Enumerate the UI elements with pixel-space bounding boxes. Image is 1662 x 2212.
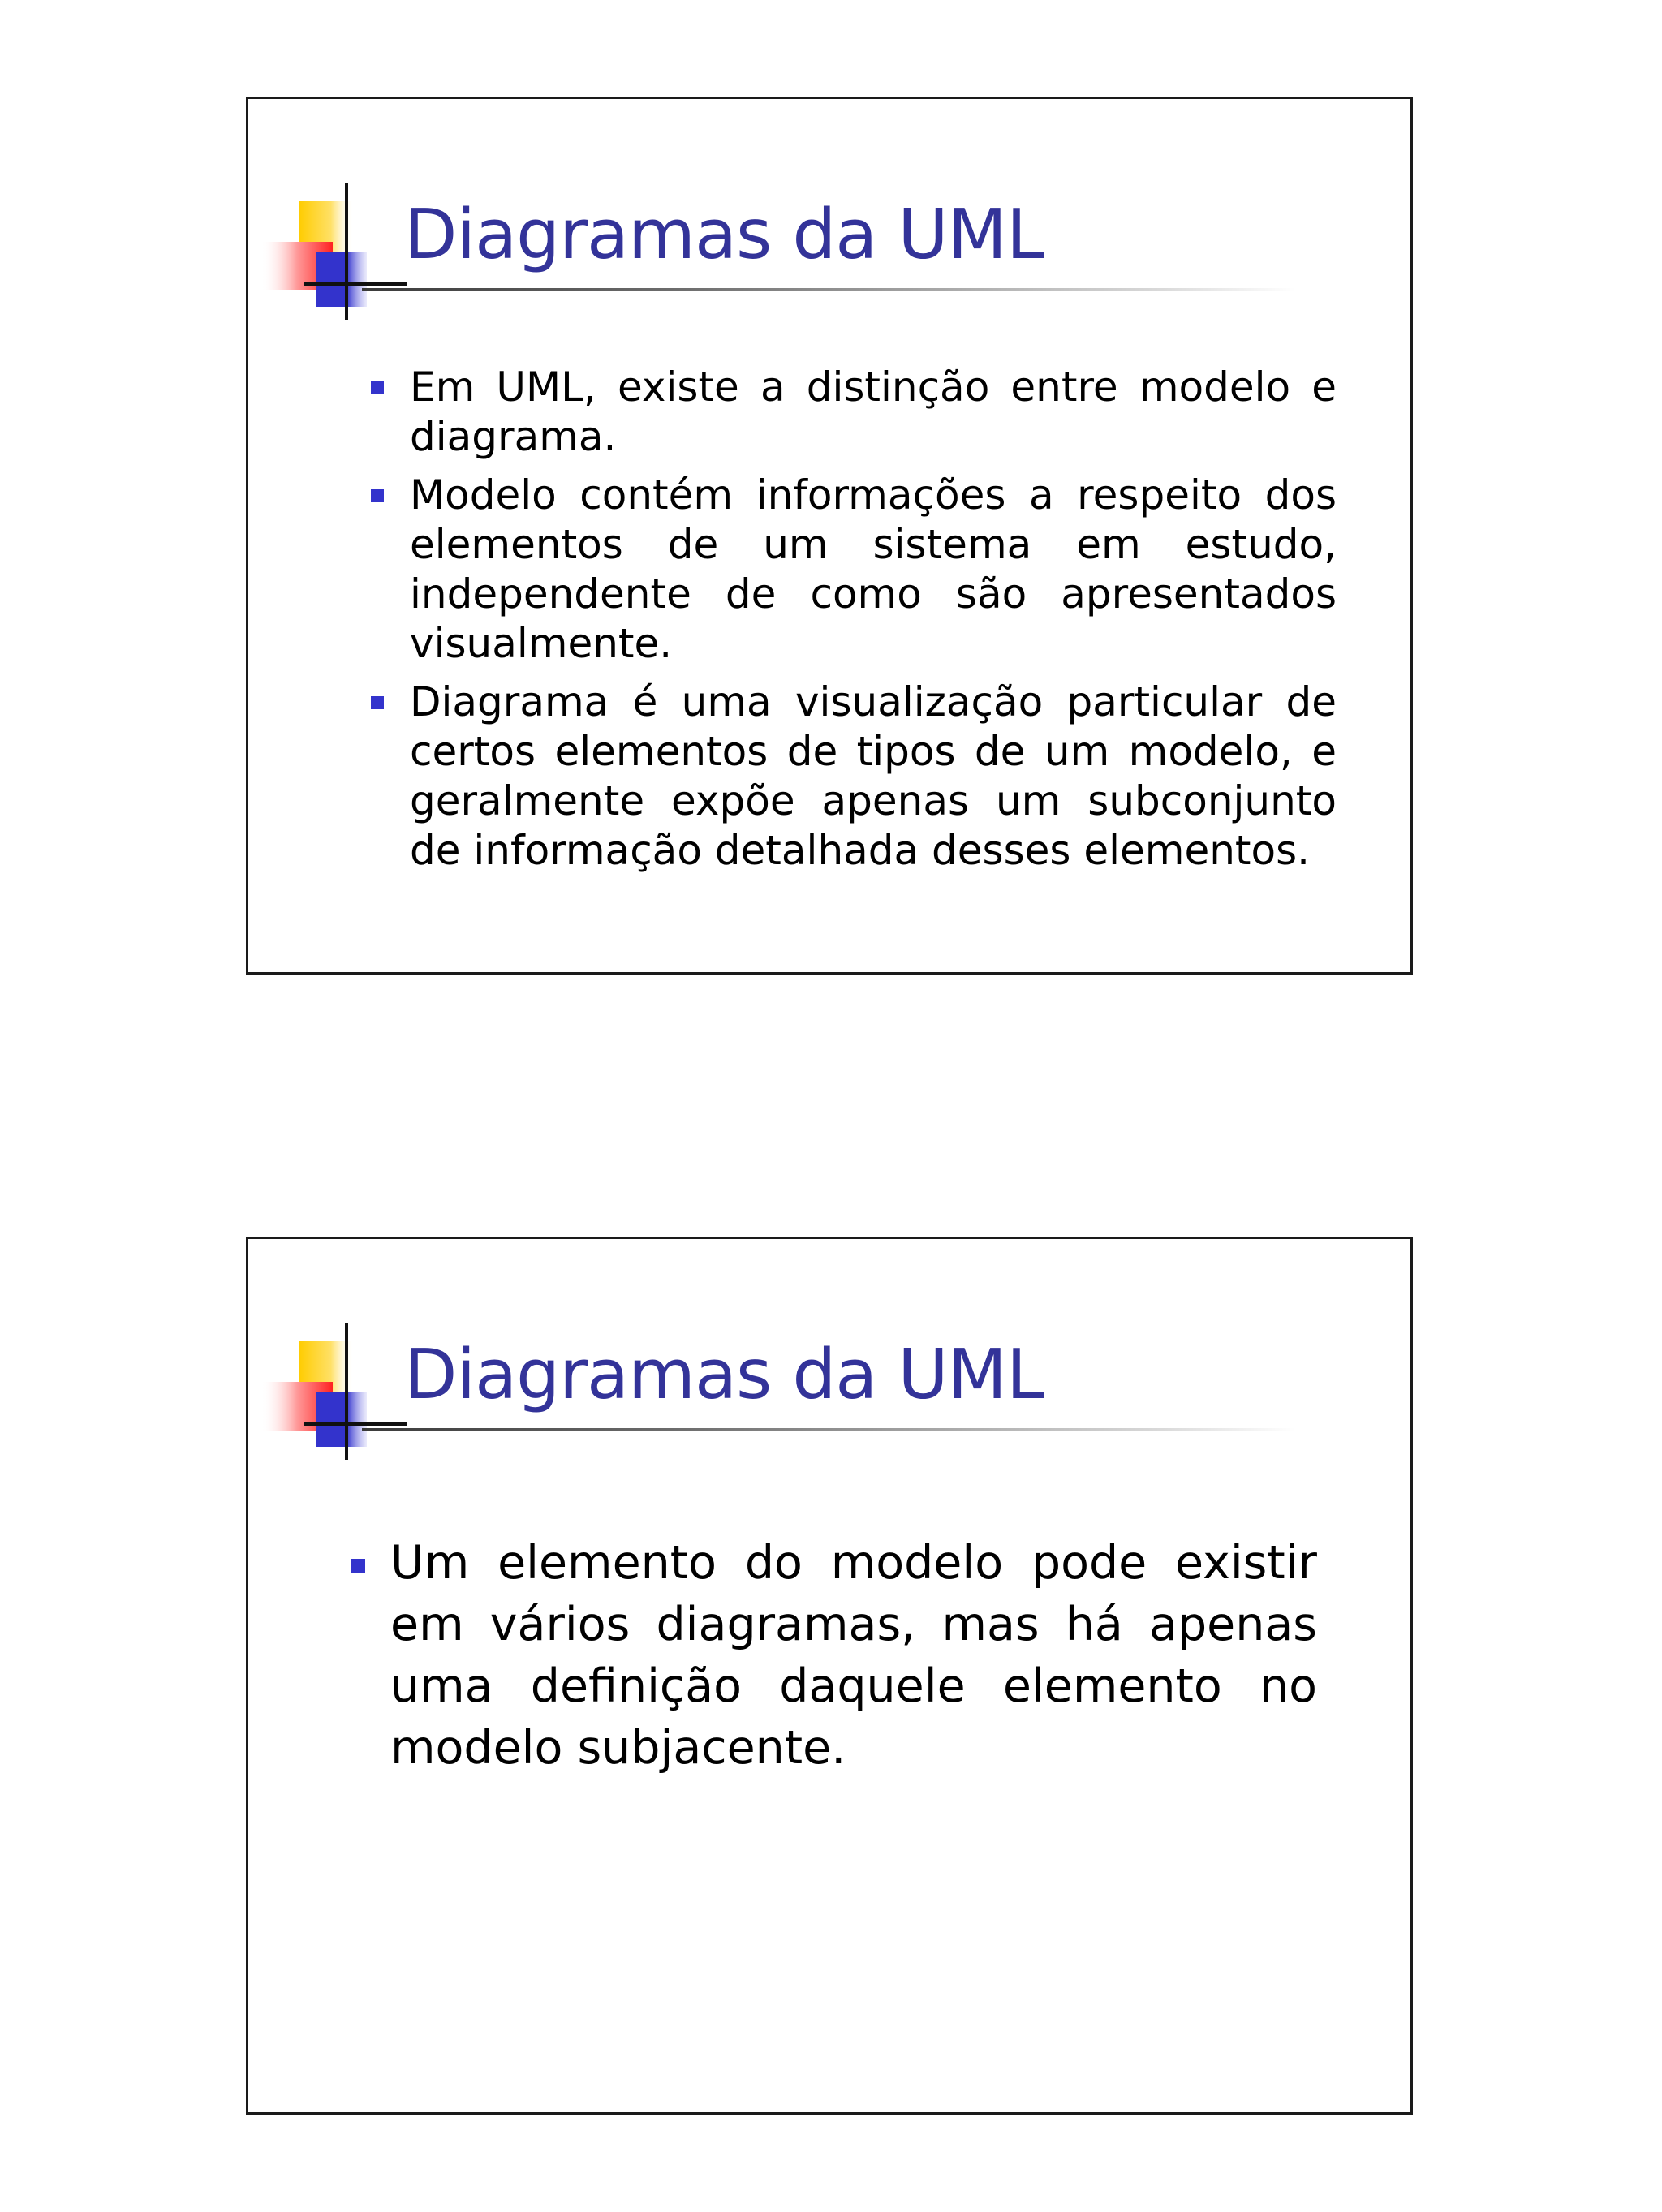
bullet-text: Modelo contém informações a respeito dos elementos de um sistema em estudo, independente de como são apresentados visualmente.	[410, 471, 1337, 667]
bullet-list	[410, 363, 1337, 884]
square-bullet-icon	[371, 489, 384, 502]
title-underline	[362, 1428, 1295, 1431]
slide-1	[246, 97, 1413, 975]
list-item	[390, 1532, 1317, 1779]
square-bullet-icon	[351, 1559, 365, 1573]
slide-2	[246, 1237, 1413, 2115]
list-item	[410, 471, 1337, 669]
bullet-text: Diagrama é uma visualização particular de certos elementos de tipos de um modelo, e geralmente expõe apenas um subconjunto de informação detalhada desses elementos.	[410, 678, 1337, 874]
slide-title: Diagramas da UML	[404, 195, 1044, 275]
square-bullet-icon	[371, 381, 384, 394]
bullet-text: Em UML, existe a distinção entre modelo e diagrama.	[410, 364, 1337, 460]
slide-logo-icon	[261, 1323, 424, 1461]
slide-logo-icon	[261, 183, 424, 321]
list-item	[410, 678, 1337, 876]
bullet-list	[390, 1532, 1317, 1788]
list-item	[410, 363, 1337, 462]
slide-title: Diagramas da UML	[404, 1335, 1044, 1415]
bullet-text: Um elemento do modelo pode existir em vários diagramas, mas há apenas uma definição daquele elemento no modelo subjacente.	[390, 1536, 1317, 1775]
square-bullet-icon	[371, 696, 384, 709]
title-underline	[362, 288, 1295, 291]
